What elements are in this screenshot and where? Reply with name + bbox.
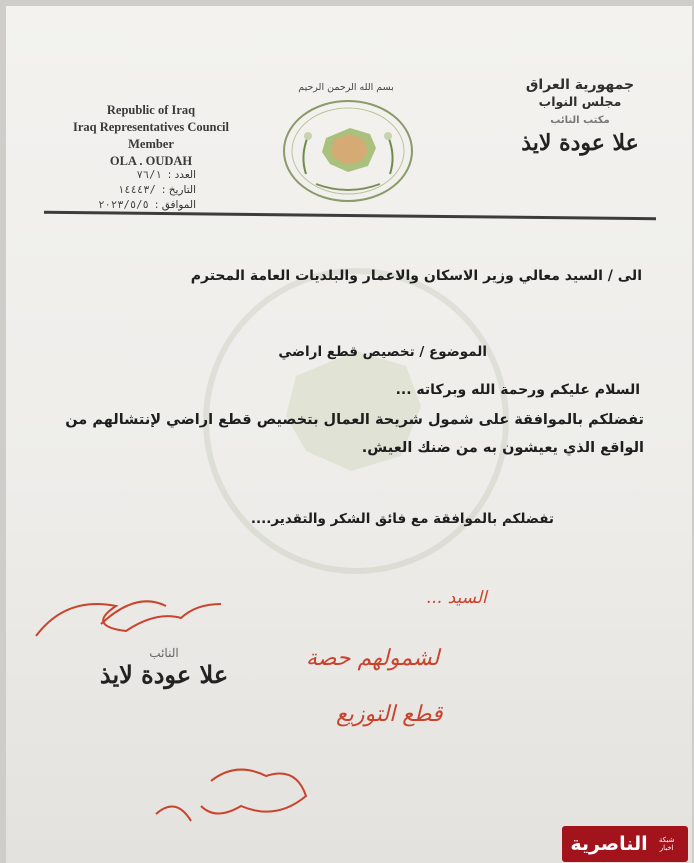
council-logo-icon <box>278 96 418 206</box>
handwritten-note-2: لشمولهم حصة <box>306 646 440 671</box>
ref-number-value: ٧٦/١ <box>136 169 162 181</box>
ref-number-row <box>66 168 196 183</box>
ref-corresponding-value: ٢٠٢٣/٥/٥ <box>98 199 149 211</box>
arabic-letterhead <box>510 76 650 158</box>
letterhead-role: Member <box>128 137 174 151</box>
letter-addressee: الى / السيد معالي وزير الاسكان والاعمار والبلديات العامة المحترم <box>190 268 642 284</box>
letter-closing: تفضلكم بالموافقة مع فائق الشكر والتقدير.... <box>250 511 554 527</box>
red-initials-mark <box>156 770 306 821</box>
news-brand-logo <box>562 826 688 862</box>
letterhead-council: Iraq Representatives Council <box>72 120 229 134</box>
letterhead-country: Republic of Iraq <box>106 103 196 117</box>
signature-title: النائب <box>149 646 179 660</box>
english-letterhead <box>66 102 236 170</box>
handwritten-note-1: السيد ... <box>426 588 487 608</box>
ref-date-label: التاريخ : <box>161 184 196 196</box>
letterhead-ar-country: جمهورية العراق <box>525 77 635 93</box>
letter-subject: الموضوع / تخصيص قطع اراضي <box>278 344 487 360</box>
reference-block <box>66 168 196 213</box>
basmala: بسم الله الرحمن الرحيم <box>298 82 394 93</box>
signature-name: علا عودة لايذ <box>99 660 229 689</box>
letterhead-member-name: OLA . OUDAH <box>109 154 193 168</box>
brand-tagline: شبكة اخبار <box>658 836 675 852</box>
letterhead-ar-office: مكتب النائب <box>550 115 610 126</box>
letterhead-ar-name: علا عودة لايذ <box>521 130 639 156</box>
header-divider <box>44 211 656 220</box>
ref-corresponding-label: الموافق : <box>154 199 196 211</box>
red-scribble-signature <box>36 601 221 636</box>
signature-block <box>74 646 254 690</box>
brand-name: الناصرية <box>570 833 648 855</box>
letter-greeting: السلام عليكم ورحمة الله وبركاته ... <box>395 382 640 398</box>
ref-date-row <box>66 183 196 198</box>
ref-date-value: ١٤٤٤٣/ <box>117 184 156 196</box>
ref-number-label: العدد : <box>167 169 196 181</box>
letterhead-ar-council: مجلس النواب <box>538 94 622 109</box>
letter-sheet <box>6 6 692 863</box>
handwritten-note-3: قطع التوزيع <box>336 702 443 727</box>
letter-body: تفضلكم بالموافقة على شمول شريحة العمال بتخصيص قطع اراضي لإنتشالهم من الواقع الذي يعيشون به من ضنك العيش. <box>65 412 644 456</box>
